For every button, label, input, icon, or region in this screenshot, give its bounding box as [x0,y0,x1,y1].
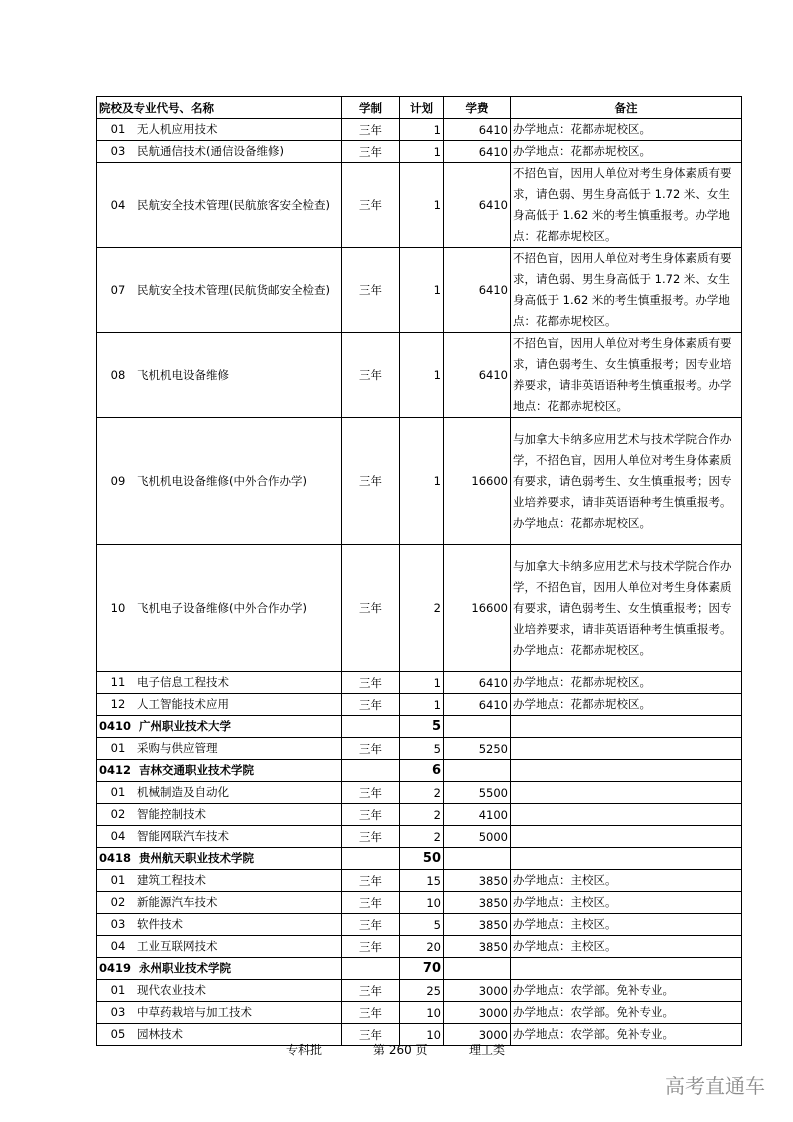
major-note: 办学地点：主校区。 [511,936,742,958]
header-years: 学制 [342,97,400,119]
years-cell [342,848,400,870]
table-body [97,119,742,1046]
major-name-cell [97,141,342,163]
major-code: 03 [110,1005,126,1019]
major-note: 不招色盲，因用人单位对考生身体素质有要求，请色弱、男生身高低于 1.72 米、女生身高低于 1.62 米的考生慎重报考。办学地点：花都赤坭校区。 [511,163,742,248]
years-cell [342,958,400,980]
major-fee: 5250 [444,738,511,760]
college-row [97,958,742,980]
watermark: 高考直通车 [665,1074,765,1098]
major-name: 电子信息工程技术 [137,675,229,689]
major-name: 民航安全技术管理(民航货邮安全检查) [137,282,330,297]
college-name: 贵州航天职业技术学院 [139,851,254,865]
major-code: 04 [110,939,126,953]
major-plan: 1 [400,333,444,418]
major-code: 08 [110,367,126,382]
major-row [97,980,742,1002]
major-name: 机械制造及自动化 [137,785,229,799]
major-fee: 3850 [444,892,511,914]
major-plan: 10 [400,1024,444,1046]
major-row [97,672,742,694]
major-fee: 6410 [444,694,511,716]
major-row [97,804,742,826]
major-years: 三年 [342,141,400,163]
major-name: 民航安全技术管理(民航旅客安全检查) [137,197,330,212]
major-note: 办学地点：主校区。 [511,892,742,914]
major-name: 智能控制技术 [137,807,206,821]
major-name: 飞机电子设备维修(中外合作办学) [137,600,307,615]
major-row [97,119,742,141]
major-plan: 15 [400,870,444,892]
major-plan: 1 [400,672,444,694]
major-code: 01 [110,983,126,997]
major-years: 三年 [342,694,400,716]
major-years: 三年 [342,914,400,936]
major-years: 三年 [342,1024,400,1046]
major-name-cell [97,418,342,545]
major-plan: 2 [400,782,444,804]
major-name-cell [97,804,342,826]
major-years: 三年 [342,936,400,958]
major-code: 01 [110,741,126,755]
footer-batch: 专科批 [286,1043,323,1057]
major-fee: 4100 [444,804,511,826]
college-plan: 6 [400,760,444,782]
major-plan: 25 [400,980,444,1002]
major-name-cell [97,248,342,333]
major-code: 01 [110,873,126,887]
major-years: 三年 [342,333,400,418]
college-code: 0410 [99,719,132,733]
major-fee: 16600 [444,545,511,672]
college-name-cell [97,716,342,738]
major-name: 工业互联网技术 [137,939,218,953]
major-years: 三年 [342,826,400,848]
header-name: 院校及专业代号、名称 [97,97,342,119]
major-row [97,892,742,914]
major-plan: 2 [400,826,444,848]
major-plan: 1 [400,163,444,248]
note-cell [511,958,742,980]
major-name-cell [97,980,342,1002]
major-row [97,694,742,716]
major-name-cell [97,694,342,716]
major-years: 三年 [342,870,400,892]
college-name-cell [97,958,342,980]
major-fee: 6410 [444,163,511,248]
note-cell [511,716,742,738]
major-note [511,804,742,826]
note-cell [511,760,742,782]
major-fee: 3850 [444,936,511,958]
major-note: 办学地点：农学部。免补专业。 [511,980,742,1002]
major-years: 三年 [342,418,400,545]
major-code: 03 [110,917,126,931]
major-name: 无人机应用技术 [137,122,218,136]
major-code: 11 [110,675,126,689]
major-code: 02 [110,807,126,821]
major-code: 12 [110,697,126,711]
major-row [97,545,742,672]
fee-cell [444,848,511,870]
major-fee: 3000 [444,1002,511,1024]
major-name-cell [97,1002,342,1024]
major-row [97,1002,742,1024]
major-code: 04 [110,197,126,212]
major-name: 软件技术 [137,917,183,931]
major-years: 三年 [342,672,400,694]
college-plan: 5 [400,716,444,738]
major-name: 采购与供应管理 [137,741,218,755]
major-code: 05 [110,1027,126,1041]
major-code: 01 [110,122,126,136]
major-plan: 2 [400,545,444,672]
major-note: 办学地点：花都赤坭校区。 [511,672,742,694]
major-years: 三年 [342,782,400,804]
header-plan: 计划 [400,97,444,119]
major-name: 飞机机电设备维修(中外合作办学) [137,473,307,488]
major-name: 民航通信技术(通信设备维修) [137,144,284,158]
header-fee: 学费 [444,97,511,119]
major-name: 新能源汽车技术 [137,895,218,909]
college-code: 0412 [99,763,132,777]
major-name: 智能网联汽车技术 [137,829,229,843]
major-name: 中草药栽培与加工技术 [137,1005,252,1019]
major-row [97,738,742,760]
college-row [97,760,742,782]
fee-cell [444,958,511,980]
major-row [97,936,742,958]
college-plan: 50 [400,848,444,870]
major-code: 07 [110,282,126,297]
major-code: 03 [110,144,126,158]
major-fee: 3000 [444,1024,511,1046]
major-name-cell [97,782,342,804]
fee-cell [444,760,511,782]
major-row [97,782,742,804]
major-fee: 5000 [444,826,511,848]
major-name-cell [97,672,342,694]
major-row [97,141,742,163]
major-years: 三年 [342,248,400,333]
major-code: 04 [110,829,126,843]
admission-plan-table [96,96,742,1046]
major-note: 与加拿大卡纳多应用艺术与技术学院合作办学，不招色盲，因用人单位对考生身体素质有要求，请色弱考生、女生慎重报考；因专业培养要求，请非英语语种考生慎重报考。办学地点：花都赤坭校区。 [511,418,742,545]
major-name-cell [97,936,342,958]
major-note [511,738,742,760]
major-fee: 6410 [444,333,511,418]
college-name-cell [97,760,342,782]
major-row [97,826,742,848]
major-fee: 6410 [444,248,511,333]
major-fee: 5500 [444,782,511,804]
major-name-cell [97,545,342,672]
major-code: 10 [110,600,126,615]
major-note: 办学地点：农学部。免补专业。 [511,1002,742,1024]
college-row [97,848,742,870]
major-fee: 6410 [444,672,511,694]
major-name-cell [97,163,342,248]
major-note: 与加拿大卡纳多应用艺术与技术学院合作办学，不招色盲，因用人单位对考生身体素质有要求，请色弱考生、女生慎重报考；因专业培养要求，请非英语语种考生慎重报考。办学地点：花都赤坭校区。 [511,545,742,672]
major-plan: 1 [400,119,444,141]
college-plan: 70 [400,958,444,980]
header-note: 备注 [511,97,742,119]
college-code: 0418 [99,851,132,865]
major-plan: 5 [400,738,444,760]
major-row [97,870,742,892]
major-years: 三年 [342,892,400,914]
major-row [97,248,742,333]
college-name: 吉林交通职业技术学院 [139,763,254,777]
major-note [511,826,742,848]
major-name: 人工智能技术应用 [137,697,229,711]
major-row [97,333,742,418]
major-fee: 16600 [444,418,511,545]
major-name-cell [97,826,342,848]
major-years: 三年 [342,980,400,1002]
major-years: 三年 [342,804,400,826]
major-name: 现代农业技术 [137,983,206,997]
major-note: 办学地点：农学部。免补专业。 [511,1024,742,1046]
major-note: 办学地点：花都赤坭校区。 [511,119,742,141]
major-plan: 1 [400,418,444,545]
major-plan: 20 [400,936,444,958]
major-plan: 1 [400,248,444,333]
footer-category: 理工类 [469,1043,506,1057]
major-name-cell [97,892,342,914]
major-name: 建筑工程技术 [137,873,206,887]
major-fee: 3850 [444,870,511,892]
major-years: 三年 [342,163,400,248]
major-years: 三年 [342,119,400,141]
major-note: 不招色盲，因用人单位对考生身体素质有要求，请色弱考生、女生慎重报考；因专业培养要求，请非英语语种考生慎重报考。办学地点：花都赤坭校区。 [511,333,742,418]
college-code: 0419 [99,961,132,975]
college-name: 永州职业技术学院 [139,961,231,975]
years-cell [342,716,400,738]
major-note: 办学地点：花都赤坭校区。 [511,141,742,163]
major-fee: 6410 [444,141,511,163]
major-note: 办学地点：花都赤坭校区。 [511,694,742,716]
major-note: 办学地点：主校区。 [511,914,742,936]
footer-page: 第 260 页 [373,1043,428,1057]
note-cell [511,848,742,870]
major-fee: 6410 [444,119,511,141]
major-plan: 1 [400,141,444,163]
major-row [97,914,742,936]
major-fee: 3000 [444,980,511,1002]
major-name-cell [97,870,342,892]
major-code: 02 [110,895,126,909]
years-cell [342,760,400,782]
major-name-cell [97,914,342,936]
major-row [97,418,742,545]
major-note: 办学地点：主校区。 [511,870,742,892]
major-years: 三年 [342,738,400,760]
major-plan: 5 [400,914,444,936]
major-row [97,163,742,248]
major-name: 园林技术 [137,1027,183,1041]
major-code: 09 [110,473,126,488]
major-fee: 3850 [444,914,511,936]
major-plan: 10 [400,1002,444,1024]
major-name: 飞机机电设备维修 [137,367,229,382]
major-name-cell [97,738,342,760]
college-row [97,716,742,738]
major-years: 三年 [342,545,400,672]
major-plan: 10 [400,892,444,914]
table-header-row [97,97,742,119]
major-note: 不招色盲，因用人单位对考生身体素质有要求，请色弱、男生身高低于 1.72 米、女生身高低于 1.62 米的考生慎重报考。办学地点：花都赤坭校区。 [511,248,742,333]
fee-cell [444,716,511,738]
major-years: 三年 [342,1002,400,1024]
major-name-cell [97,119,342,141]
major-code: 01 [110,785,126,799]
major-note [511,782,742,804]
college-name-cell [97,848,342,870]
major-name-cell [97,333,342,418]
college-name: 广州职业技术大学 [139,719,231,733]
major-plan: 2 [400,804,444,826]
major-plan: 1 [400,694,444,716]
